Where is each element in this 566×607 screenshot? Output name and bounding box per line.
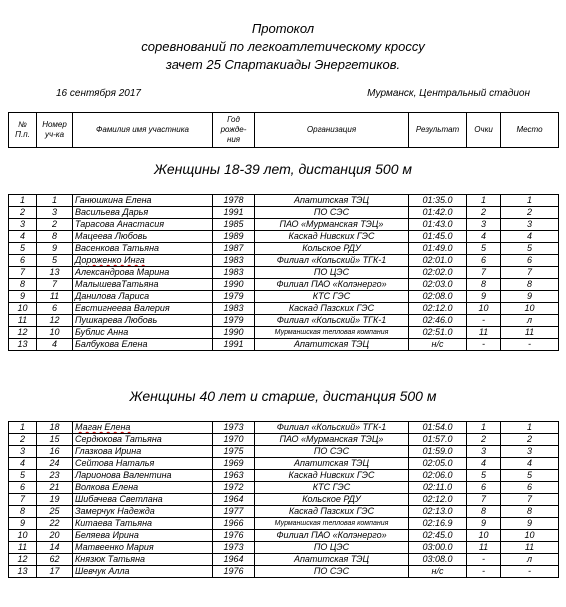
table-row [9,195,559,207]
participant-name: Балбукова Елена [73,339,213,351]
place: 10 [501,530,559,542]
birth-year-header: Год рожде-ния [213,113,255,148]
participant-number: 17 [37,566,73,578]
points: 3 [467,446,501,458]
row-number: 3 [9,219,37,231]
points: 10 [467,303,501,315]
birth-year: 1990 [213,279,255,291]
organization: КТС ГЭС [255,291,409,303]
points: - [467,566,501,578]
participant-name: Евстигнеева Валерия [73,303,213,315]
points: 4 [467,231,501,243]
participant-number: 9 [37,243,73,255]
place: 11 [501,327,559,339]
organization: Каскад Нивских ГЭС [255,470,409,482]
place: 3 [501,446,559,458]
organization: ПО ЦЭС [255,542,409,554]
organization: Филиал «Кольский» ТГК-1 [255,255,409,267]
participant-name: Матвеенко Мария [73,542,213,554]
birth-year: 1979 [213,315,255,327]
row-number: 10 [9,530,37,542]
result: 02:05.0 [409,458,467,470]
participant-number: 6 [37,303,73,315]
participant-number: 19 [37,494,73,506]
protocol-title: Протокол [251,21,315,36]
points: 11 [467,327,501,339]
points: 11 [467,542,501,554]
result: 01:54.0 [409,422,467,434]
participant-number: 12 [37,315,73,327]
participant-name: Васенкова Татьяна [73,243,213,255]
birth-year: 1978 [213,195,255,207]
organization: Филиал «Кольский» ТГК-1 [255,315,409,327]
organization: Апатитская ТЭЦ [255,554,409,566]
place: 6 [501,482,559,494]
organization: ПО СЭС [255,566,409,578]
points: 5 [467,470,501,482]
participant-name: Маган Елена [73,422,213,434]
participant-name: Сердюкова Татьяна [73,434,213,446]
place: 1 [501,195,559,207]
row-number: 9 [9,291,37,303]
place: 5 [501,243,559,255]
table-row [9,339,559,351]
points: 6 [467,255,501,267]
place: л [501,315,559,327]
organization: ПАО «Мурманская ТЭЦ» [255,219,409,231]
place: л [501,554,559,566]
result: 01:42.0 [409,207,467,219]
result: 01:45.0 [409,231,467,243]
participant-number: 15 [37,434,73,446]
column-header-table [8,112,559,148]
birth-year: 1973 [213,542,255,554]
participant-name: Дороженко Инга [73,255,213,267]
participant-name: Александрова Марина [73,267,213,279]
participant-number: 22 [37,518,73,530]
birth-year: 1964 [213,494,255,506]
birth-year: 1990 [213,327,255,339]
result: 02:03.0 [409,279,467,291]
participant-name: Данилова Лариса [73,291,213,303]
points: - [467,554,501,566]
birth-year: 1969 [213,458,255,470]
result: 02:16.9 [409,518,467,530]
participant-number: 18 [37,422,73,434]
participant-number: 3 [37,207,73,219]
table-row [9,303,559,315]
birth-year: 1970 [213,434,255,446]
birth-year: 1966 [213,518,255,530]
table-row [9,518,559,530]
event-place: Мурманск, Центральный стадион [367,88,530,99]
participant-number: 25 [37,506,73,518]
birth-year: 1991 [213,207,255,219]
result: 02:11.0 [409,482,467,494]
place: 9 [501,518,559,530]
participant-name: Волкова Елена [73,482,213,494]
organization: Апатитская ТЭЦ [255,195,409,207]
result: н/с [409,339,467,351]
result: 02:51.0 [409,327,467,339]
organization: Мурманшская тепловая компания [255,518,409,530]
table-row [9,542,559,554]
result: 01:57.0 [409,434,467,446]
participant-name: Пушкарева Любовь [73,315,213,327]
table-row [9,279,559,291]
birth-year: 1976 [213,566,255,578]
section-title: Женщины 18-39 лет, дистанция 500 м [154,161,412,177]
table-row [9,458,559,470]
result: н/с [409,566,467,578]
row-number: 12 [9,327,37,339]
table-row [9,243,559,255]
participant-number: 62 [37,554,73,566]
participant-number: 7 [37,279,73,291]
table-row [9,470,559,482]
participant-number: 10 [37,327,73,339]
points: 10 [467,530,501,542]
organization: ПАО «Мурманская ТЭЦ» [255,434,409,446]
table-row [9,327,559,339]
participant-name: Ганюшкина Елена [73,195,213,207]
organization: ПО ЦЭС [255,267,409,279]
protocol-subtitle: соревнований по легкоатлетическому кроссу [141,39,425,54]
result: 02:08.0 [409,291,467,303]
table-row [9,506,559,518]
points: 4 [467,458,501,470]
protocol-event: зачет 25 Спартакиады Энергетиков. [165,57,401,72]
birth-year: 1973 [213,422,255,434]
points: 9 [467,518,501,530]
table-row [9,434,559,446]
points-header: Очки [467,113,501,148]
result: 01:43.0 [409,219,467,231]
table-row [9,291,559,303]
participant-number: 1 [37,195,73,207]
participant-name: Васильева Дарья [73,207,213,219]
points: 9 [467,291,501,303]
organization: Апатитская ТЭЦ [255,339,409,351]
row-number: 8 [9,279,37,291]
participant-number: 11 [37,291,73,303]
participant-number: 21 [37,482,73,494]
participant-name: Шевчук Алла [73,566,213,578]
organization-header: Организация [255,113,409,148]
place: 1 [501,422,559,434]
section-title: Женщины 40 лет и старше, дистанция 500 м [129,388,437,404]
row-number: 13 [9,566,37,578]
birth-year: 1987 [213,243,255,255]
row-number: 10 [9,303,37,315]
points: 7 [467,494,501,506]
participant-name: Тарасова Анастасия [73,219,213,231]
row-number: 9 [9,518,37,530]
row-number: 12 [9,554,37,566]
place: 4 [501,231,559,243]
place: 10 [501,303,559,315]
organization: Каскад Пазских ГЭС [255,506,409,518]
result: 02:02.0 [409,267,467,279]
row-number: 5 [9,243,37,255]
participant-name: Замерчук Надежда [73,506,213,518]
place: 8 [501,506,559,518]
participant-name: Шибачева Светлана [73,494,213,506]
participant-number: 5 [37,255,73,267]
num-header: № П.п. [9,113,37,148]
place: 2 [501,434,559,446]
birth-year: 1983 [213,267,255,279]
table-row [9,554,559,566]
row-number: 4 [9,231,37,243]
place: 4 [501,458,559,470]
birth-year: 1975 [213,446,255,458]
participant-number: 13 [37,267,73,279]
result-header: Результат [409,113,467,148]
birth-year: 1991 [213,339,255,351]
points: 1 [467,195,501,207]
result: 03:08.0 [409,554,467,566]
participant-name: Сейтова Наталья [73,458,213,470]
participant-number: 8 [37,231,73,243]
organization: Мурманшская тепловая компания [255,327,409,339]
result: 03:00.0 [409,542,467,554]
points: 6 [467,482,501,494]
birth-year: 1964 [213,554,255,566]
participant-name: Глазкова Ирина [73,446,213,458]
place: 7 [501,267,559,279]
row-number: 5 [9,470,37,482]
table-row [9,219,559,231]
points: 8 [467,279,501,291]
birth-year: 1983 [213,255,255,267]
row-number: 4 [9,458,37,470]
place: 2 [501,207,559,219]
place: 3 [501,219,559,231]
organization: Апатитская ТЭЦ [255,458,409,470]
birth-year: 1979 [213,291,255,303]
row-number: 11 [9,542,37,554]
organization: Каскад Пазских ГЭС [255,303,409,315]
place: 9 [501,291,559,303]
participant-number: 2 [37,219,73,231]
event-date: 16 сентября 2017 [56,88,141,99]
row-number: 3 [9,446,37,458]
birth-year: 1985 [213,219,255,231]
row-number: 7 [9,494,37,506]
organization: Филиал ПАО «Колэнерго» [255,279,409,291]
table-row [9,315,559,327]
organization: Кольское РДУ [255,243,409,255]
row-number: 13 [9,339,37,351]
place: 8 [501,279,559,291]
participant-number: 23 [37,470,73,482]
participant-name: Князюк Татьяна [73,554,213,566]
participant-number: 14 [37,542,73,554]
results-table-women-18-39 [8,194,559,351]
result: 01:49.0 [409,243,467,255]
points: - [467,339,501,351]
organization: Филиал «Кольский» ТГК-1 [255,422,409,434]
row-number: 1 [9,422,37,434]
points: 2 [467,207,501,219]
place: 6 [501,255,559,267]
row-number: 8 [9,506,37,518]
participant-name: Беляева Ирина [73,530,213,542]
participant-name: Ларионова Валентина [73,470,213,482]
table-row [9,207,559,219]
result: 02:12.0 [409,303,467,315]
place: 5 [501,470,559,482]
participant-number: 20 [37,530,73,542]
points: 3 [467,219,501,231]
row-number: 7 [9,267,37,279]
birth-year: 1976 [213,530,255,542]
participant-name: Китаева Татьяна [73,518,213,530]
table-row [9,231,559,243]
table-row [9,482,559,494]
participant-name: Бублис Анна [73,327,213,339]
points: - [467,315,501,327]
row-number: 2 [9,434,37,446]
row-number: 1 [9,195,37,207]
points: 1 [467,422,501,434]
participant-number: 24 [37,458,73,470]
points: 7 [467,267,501,279]
organization: Филиал ПАО «Колэнерго» [255,530,409,542]
column-header-row [9,113,559,148]
table-row [9,494,559,506]
result: 01:59.0 [409,446,467,458]
table-row [9,566,559,578]
organization: Каскад Нивских ГЭС [255,231,409,243]
result: 02:13.0 [409,506,467,518]
participant-name: Мацеева Любовь [73,231,213,243]
place: - [501,566,559,578]
participant-number-header: Номер уч-ка [37,113,73,148]
row-number: 6 [9,255,37,267]
result: 02:01.0 [409,255,467,267]
organization: ПО СЭС [255,207,409,219]
place: 11 [501,542,559,554]
participant-number: 16 [37,446,73,458]
birth-year: 1972 [213,482,255,494]
result: 02:06.0 [409,470,467,482]
participant-name: МалышеваТатьяна [73,279,213,291]
row-number: 6 [9,482,37,494]
row-number: 2 [9,207,37,219]
organization: КТС ГЭС [255,482,409,494]
table-row [9,255,559,267]
row-number: 11 [9,315,37,327]
result: 01:35.0 [409,195,467,207]
table-row [9,267,559,279]
table-row [9,422,559,434]
results-table-women-40-plus [8,421,559,578]
birth-year: 1977 [213,506,255,518]
result: 02:45.0 [409,530,467,542]
points: 8 [467,506,501,518]
result: 02:12.0 [409,494,467,506]
birth-year: 1983 [213,303,255,315]
table-row [9,446,559,458]
participant-name-header: Фамилия имя участника [73,113,213,148]
organization: ПО СЭС [255,446,409,458]
participant-number: 4 [37,339,73,351]
birth-year: 1989 [213,231,255,243]
organization: Кольское РДУ [255,494,409,506]
place-header: Место [501,113,559,148]
points: 2 [467,434,501,446]
place: 7 [501,494,559,506]
place: - [501,339,559,351]
points: 5 [467,243,501,255]
result: 02:46.0 [409,315,467,327]
table-row [9,530,559,542]
birth-year: 1963 [213,470,255,482]
